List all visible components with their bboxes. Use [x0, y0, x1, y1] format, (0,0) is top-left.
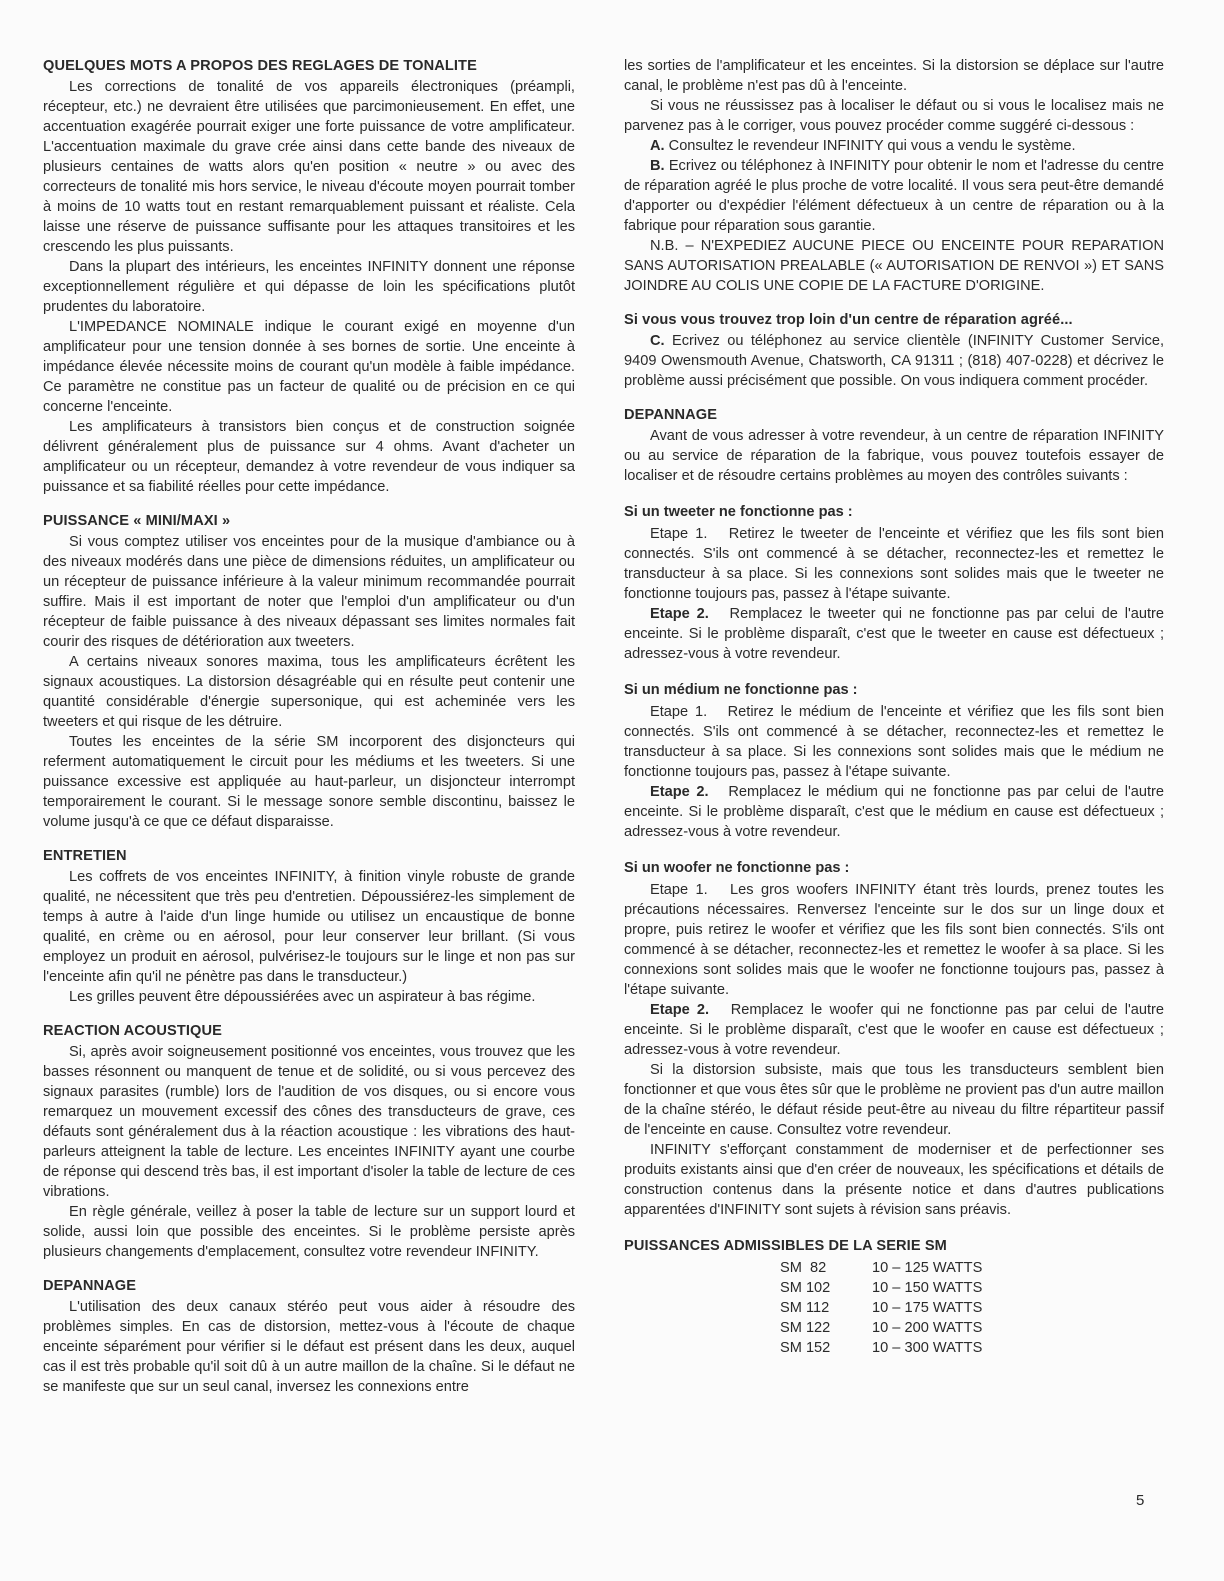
step-text: Retirez le tweeter de l'enceinte et vérifiez que les fils sont bien connectés. S'ils ont commencé à se détacher, reconnectez-les et remettez le transducteur à sa place. Si les connexions sont solides mais que le tweeter ne fonctionne toujours pas, passez à l'étape suivante.: [624, 526, 1164, 602]
paragraph: Avant de vous adresser à votre revendeur, à un centre de réparation INFINITY ou au service de réparation de la fabrique, vous pouvez toutefois essayer de localiser et de résoudre certains problèmes au moyen des contrôles suivants :: [624, 428, 1164, 484]
step: [624, 782, 1164, 842]
paragraph: En règle générale, veillez à poser la table de lecture sur un support lourd et solide, aussi loin que possible des enceintes. Si le problème persiste après plusieurs changements d'emplacement, consultez votre revendeur INFINITY.: [43, 1204, 575, 1260]
range-cell: 10 – 200 WATTS: [872, 1320, 983, 1336]
paragraph: Les amplificateurs à transistors bien conçus et de construction soignée délivrent généralement plus de puissance sur 4 ohms. Avant d'acheter un amplificateur ou un récepteur, demandez à votre revendeur de vous indiquer sa puissance et sa fiabilité réelles pour cette impédance.: [43, 419, 575, 495]
step: [624, 702, 1164, 782]
list-item-c: [624, 331, 1164, 391]
item-text: Ecrivez ou téléphonez au service clientèle (INFINITY Customer Service, 9409 Owensmouth Avenue, Chatsworth, CA 91311 ; (818) 407-0228) et décrivez le problème aussi précisément que possible. On vous indiquera comment procéder.: [624, 333, 1165, 389]
list-item-b: [624, 156, 1164, 236]
step: [624, 880, 1164, 1000]
paragraph: Dans la plupart des intérieurs, les enceintes INFINITY donnent une réponse exceptionnellement régulière et qui dépasse de loin les spécifications plutôt prudentes du laboratoire.: [43, 259, 575, 315]
paragraph: Si vous ne réussissez pas à localiser le défaut ou si vous le localisez mais ne parvenez pas à le corriger, vous pouvez procéder comme suggéré ci-dessous :: [624, 98, 1164, 134]
subheading-woofer: Si un woofer ne fonctionne pas :: [624, 860, 850, 876]
model-cell: SM 82: [780, 1260, 827, 1276]
range-cell: 10 – 300 WATTS: [872, 1340, 983, 1356]
paragraph: les sorties de l'amplificateur et les enceintes. Si la distorsion se déplace sur l'autre canal, le problème n'est pas dû à l'enceinte.: [624, 58, 1164, 94]
item-text: Consultez le revendeur INFINITY qui vous a vendu le système.: [668, 138, 1076, 154]
heading-depannage-right: DEPANNAGE: [624, 407, 718, 423]
left-column: [43, 50, 575, 1397]
page-number: 5: [1136, 1492, 1145, 1509]
step-label: Etape 1.: [650, 704, 708, 720]
step-text: Les gros woofers INFINITY étant très lourds, prenez toutes les précautions nécessaires. Renversez l'enceinte sur le dos sur un linge doux et propre, puis retirez le woofer et vérifiez que les fils sont bien connectés. S'ils ont commencé à se détacher, reconnectez-les et remettez le woofer à sa place. Si les connexions sont solides mais que le woofer ne fonctionne toujours pas, passez à l'étape suivante.: [624, 882, 1164, 998]
step-label: Etape 2.: [650, 1002, 710, 1018]
heading-depannage-left: DEPANNAGE: [43, 1278, 137, 1294]
model-cell: SM 102: [780, 1280, 831, 1296]
paragraph: L'utilisation des deux canaux stéréo peut vous aider à résoudre des problèmes simples. En cas de distorsion, mettez-vous à l'écoute de chaque enceinte séparément pour vérifier si le défaut est présent dans les deux, auquel cas il est très probable qu'il soit dû à un autre maillon de la chaîne. Si le défaut ne se manifeste que sur un seul canal, inversez les connexions entre: [43, 1299, 575, 1395]
model-cell: SM 112: [780, 1300, 830, 1316]
range-cell: 10 – 125 WATTS: [872, 1260, 983, 1276]
step-text: Remplacez le woofer qui ne fonctionne pas par celui de l'autre enceinte. Si le problème disparaît, c'est que le woofer en cause est défectueux ; adressez-vous à votre revendeur.: [624, 1002, 1165, 1058]
table-row: [780, 1258, 982, 1278]
step: [624, 524, 1164, 604]
power-table: [780, 1258, 982, 1358]
item-label: B.: [650, 158, 665, 174]
heading-puissance: PUISSANCE « MINI/MAXI »: [43, 513, 231, 529]
paragraph: A certains niveaux sonores maxima, tous les amplificateurs écrêtent les signaux acoustiques. La distorsion désagréable qui en résulte peut contenir une quantité considérable d'énergie supersonique, qui est acheminée vers les tweeters et qui risque de les détruire.: [43, 654, 575, 730]
paragraph: Si, après avoir soigneusement positionné vos enceintes, vous trouvez que les basses résonnent ou manquent de tenue et de solidité, ou si vous percevez des signaux parasites (rumble) lors de l'audition de vos disques, ou si encore vous remarquez un mouvement excessif des cônes des transducteurs de grave, ces défauts sont généralement dus à la réaction acoustique : les vibrations des haut-parleurs atteignent la table de lecture. Les enceintes INFINITY ayant une courbe de réponse qui descend très bas, il est important d'isoler la table de lecture de ces vibrations.: [43, 1044, 575, 1200]
paragraph: Toutes les enceintes de la série SM incorporent des disjoncteurs qui referment automatiquement le circuit pour les médiums et les tweeters. Si une puissance excessive est appliquée au haut-parleur, un disjoncteur interrompt temporairement le courant. Si le message sonore semble discontinu, baissez le volume jusqu'à ce que ce défaut disparaisse.: [43, 734, 575, 830]
step-label: Etape 1.: [650, 526, 708, 542]
heading-tonalite: QUELQUES MOTS A PROPOS DES REGLAGES DE TONALITE: [43, 58, 477, 74]
table-row: [780, 1298, 982, 1318]
paragraph: Si la distorsion subsiste, mais que tous les transducteurs semblent bien fonctionner et que vous êtes sûr que le problème ne provient pas d'un autre maillon de la chaîne stéréo, le défaut réside peut-être au niveau du filtre répartiteur passif de l'enceinte en cause. Consultez votre revendeur.: [624, 1062, 1164, 1138]
right-column: [624, 56, 1164, 1358]
range-cell: 10 – 175 WATTS: [872, 1300, 983, 1316]
range-cell: 10 – 150 WATTS: [872, 1280, 983, 1296]
paragraph: Les corrections de tonalité de vos appareils électroniques (préampli, récepteur, etc.) ne devraient être utilisées que parcimonieusement. En effet, une accentuation exagérée pourrait exiger une forte puissance de votre amplificateur. L'accentuation maximale du grave crée ainsi dans cette bande des niveaux de plusieurs centaines de watts alors qu'en position « neutre » ou avec des correcteurs de tonalité mis hors service, le niveau d'écoute moyen pourrait tomber à moins de 10 watts tout en restant remarquablement puissant et réaliste. Cela laisse une réserve de puissance suffisante pour les attaques transitoires et les crescendo les plus puissants.: [43, 79, 575, 255]
step-text: Remplacez le médium qui ne fonctionne pas par celui de l'autre enceinte. Si le problème disparaît, c'est que le médium en cause est défectueux ; adressez-vous à votre revendeur.: [624, 784, 1164, 840]
heading-loin: Si vous vous trouvez trop loin d'un centre de réparation agréé...: [624, 312, 1073, 328]
step: [624, 604, 1164, 664]
heading-power: PUISSANCES ADMISSIBLES DE LA SERIE SM: [624, 1238, 947, 1254]
table-row: [780, 1318, 982, 1338]
subheading-medium: Si un médium ne fonctionne pas :: [624, 682, 858, 698]
model-cell: SM 122: [780, 1320, 831, 1336]
paragraph: Les coffrets de vos enceintes INFINITY, à finition vinyle robuste de grande qualité, ne nécessitent que très peu d'entretien. Dépoussiérez-les simplement de temps à autre à l'aide d'un linge humide ou utilisez un encaustique de bonne qualité, en crème ou en aérosol, pour leur conserver leur brillant. (Si vous employez un produit en aérosol, pulvérisez-le toujours sur le linge et non pas sur l'enceinte afin qu'il ne pénètre pas dans le transducteur.): [43, 869, 575, 985]
step: [624, 1000, 1164, 1060]
paragraph: INFINITY s'efforçant constamment de moderniser et de perfectionner ses produits existants ainsi que d'en créer de nouveaux, les spécifications et détails de construction contenus dans la présente notice et dans d'autres publications apparentées d'INFINITY sont sujets à révision sans préavis.: [624, 1142, 1164, 1218]
heading-reaction: REACTION ACOUSTIQUE: [43, 1023, 222, 1039]
table-row: [780, 1278, 982, 1298]
paragraph: Si vous comptez utiliser vos enceintes pour de la musique d'ambiance ou à des niveaux modérés dans une pièce de dimensions réduites, un amplificateur ou un récepteur de puissance inférieure à la valeur minimum recommandée pourrait suffire. Mais il est important de noter que l'emploi d'un amplificateur ou d'un récepteur de faible puissance à des niveaux dépassant ses limites normales fait courir des risques de détérioration aux tweeters.: [43, 534, 575, 650]
step-label: Etape 1.: [650, 882, 708, 898]
nb-note: N.B. – N'EXPEDIEZ AUCUNE PIECE OU ENCEINTE POUR REPARATION SANS AUTORISATION PREALABLE (« AUTORISATION DE RENVOI ») ET SANS JOINDRE AU COLIS UNE COPIE DE LA FACTURE D'ORIGINE.: [624, 238, 1164, 294]
paragraph: L'IMPEDANCE NOMINALE indique le courant exigé en moyenne d'un amplificateur pour une tension donnée à ses bornes de sortie. Une enceinte à impédance élevée nécessite moins de courant qu'un modèle à faible impédance. Ce paramètre ne constitue pas un facteur de qualité ou de précision en ce qui concerne l'enceinte.: [43, 319, 575, 415]
step-label: Etape 2.: [650, 606, 709, 622]
paragraph: Les grilles peuvent être dépoussiérées avec un aspirateur à bas régime.: [69, 989, 536, 1005]
subheading-tweeter: Si un tweeter ne fonctionne pas :: [624, 504, 853, 520]
step-label: Etape 2.: [650, 784, 709, 800]
table-row: [780, 1338, 982, 1358]
item-text: Ecrivez ou téléphonez à INFINITY pour obtenir le nom et l'adresse du centre de réparation agréé le plus proche de votre localité. Il vous sera peut-être demandé d'apporter ou d'expédier l'élément défectueux à un centre de réparation ou à la fabrique pour réparation sous garantie.: [624, 158, 1164, 234]
model-cell: SM 152: [780, 1340, 831, 1356]
item-label: A.: [650, 138, 665, 154]
step-text: Remplacez le tweeter qui ne fonctionne pas par celui de l'autre enceinte. Si le problème disparaît, c'est que le tweeter en cause est défectueux ; adressez-vous à votre revendeur.: [624, 606, 1165, 662]
item-label: C.: [650, 333, 665, 349]
list-item-a: [624, 136, 1164, 156]
heading-entretien: ENTRETIEN: [43, 848, 127, 864]
step-text: Retirez le médium de l'enceinte et vérifiez que les fils sont bien connectés. S'ils ont commencé à se détacher, reconnectez-les et remettez le transducteur à sa place. Si les connexions sont solides mais que le médium ne fonctionne toujours pas, passez à l'étape suivante.: [624, 704, 1164, 780]
